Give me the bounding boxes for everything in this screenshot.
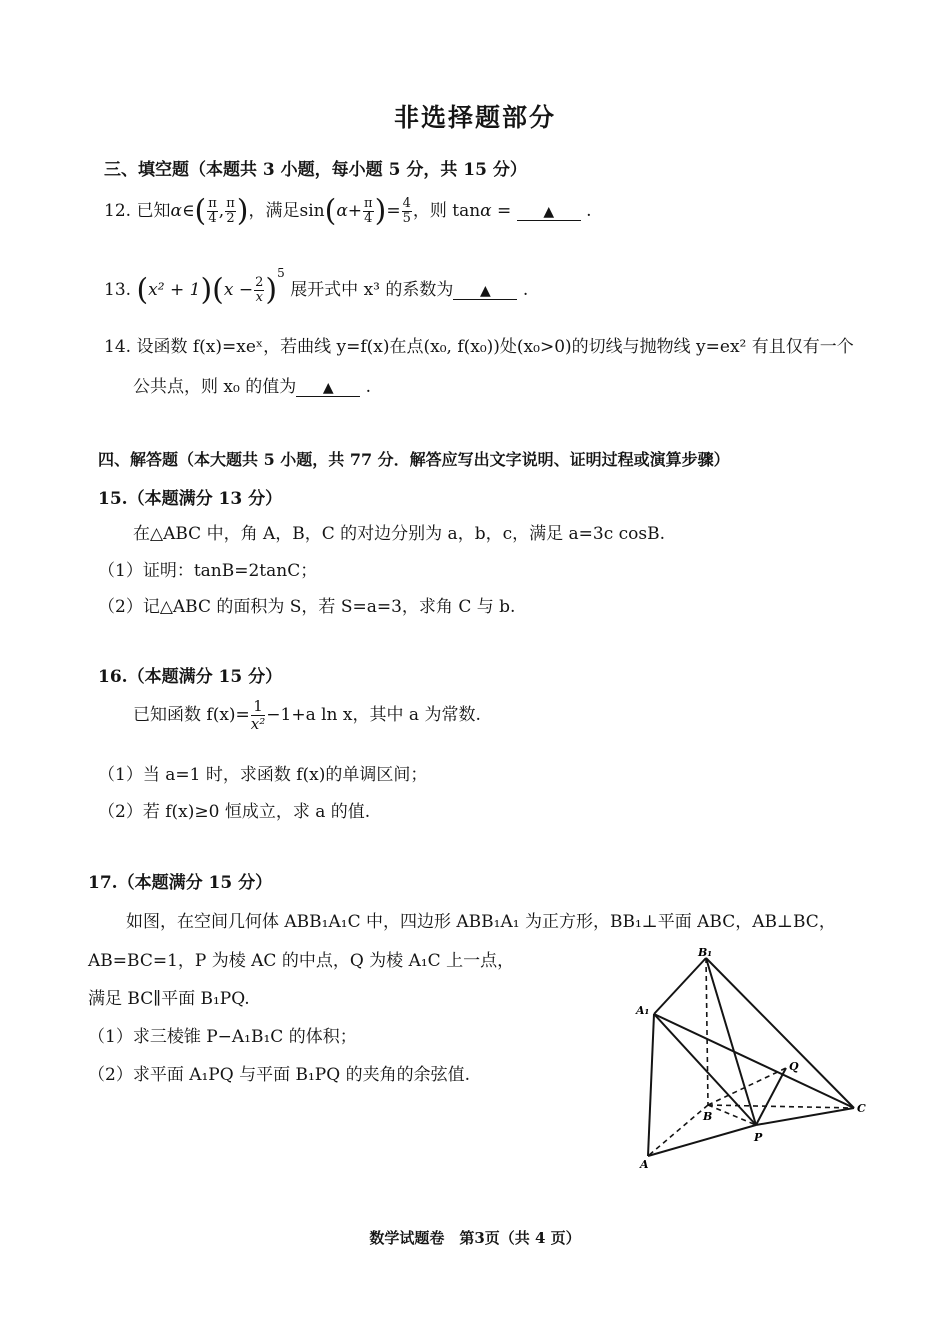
label-B: B	[703, 1110, 713, 1123]
edge-PC	[756, 1108, 854, 1125]
label-Q: Q	[789, 1060, 799, 1073]
q14-line2: 公共点，则 x₀ 的值为	[133, 377, 297, 397]
q17-heading: 17.（本题满分 15 分）	[88, 873, 273, 893]
edge-B1B-hidden	[706, 958, 708, 1105]
edge-PQ	[756, 1068, 786, 1125]
q12-frac3: $\frac{\pi}{4}$	[364, 196, 373, 226]
q15-part2: （2）记△ABC 的面积为 S，若 S=a=3，求角 C 与 b.	[98, 597, 516, 617]
q16-stem	[133, 698, 481, 733]
q13-exponent: 5	[277, 266, 285, 280]
q12-frac2: $\frac{\pi}{2}$	[226, 196, 235, 226]
label-B1: B₁	[698, 946, 713, 959]
label-A1: A₁	[636, 1004, 650, 1017]
q16-part1: （1）当 a=1 时，求函数 f(x)的单调区间；	[98, 765, 428, 785]
q13-number: 13.	[104, 280, 132, 300]
edge-BP-hidden	[708, 1105, 756, 1125]
q17-line1: 如图，在空间几何体 ABB₁A₁C 中，四边形 ABB₁A₁ 为正方形，BB₁⊥平面 ABC，AB⊥BC，	[126, 912, 836, 932]
q16-part2: （2）若 f(x)≥0 恒成立，求 a 的值.	[98, 802, 371, 822]
question-13: 13. (x² + 1)(x − $\frac{2}{x})^5$ 展开式中 x³ 的系数为 ▲ .	[104, 266, 529, 308]
q13-frac: $\frac{2}{x}$	[255, 275, 264, 305]
q12-mid: ，满足	[248, 201, 300, 221]
q12-number: 12.	[104, 201, 132, 221]
label-P: P	[754, 1131, 763, 1144]
q17-line3: 满足 BC∥平面 B₁PQ.	[88, 989, 250, 1009]
page-footer: 数学试题卷 第3页（共 4 页）	[369, 1229, 581, 1247]
q15-heading: 15.（本题满分 13 分）	[98, 489, 283, 509]
q14-line1: 设函数 f(x)=xeˣ，若曲线 y=f(x)在点(x₀, f(x₀))处(x₀>0)的切线与抛物线 y=ex² 有且仅有一个	[136, 337, 854, 357]
q15-stem: 在△ABC 中，角 A，B，C 的对边分别为 a，b，c，满足 a=3c cosB.	[133, 524, 665, 544]
edge-B1A1	[654, 958, 706, 1014]
q17-line2: AB=BC=1，P 为棱 AC 的中点，Q 为棱 A₁C 上一点，	[88, 951, 515, 971]
question-14-line2: 公共点，则 x₀ 的值为 ▲ .	[133, 377, 372, 397]
section-3-heading: 三、填空题（本题共 3 小题，每小题 5 分，共 15 分）	[104, 160, 527, 180]
q13-answer-blank[interactable]: ▲	[453, 283, 517, 300]
q14-answer-blank[interactable]: ▲	[296, 380, 360, 397]
edge-AP	[648, 1125, 756, 1156]
q17-part2: （2）求平面 A₁PQ 与平面 B₁PQ 的夹角的余弦值.	[88, 1065, 470, 1085]
q16-frac: $\frac{1}{\text{x²}}$	[250, 697, 266, 733]
q15-part1: （1）证明：tanB=2tanC；	[98, 561, 318, 581]
question-12: 12. 已知α∈( $\frac{\pi}{4}$ , $\frac{\pi}{2}$ )，满足sin(α+ $\frac{\pi}{4}$ )= $\frac{4}{5}$ ，则 tanα = ▲ .	[104, 193, 592, 229]
label-A: A	[640, 1158, 649, 1171]
q16-heading: 16.（本题满分 15 分）	[98, 667, 283, 687]
edge-BC-hidden	[708, 1105, 854, 1108]
q13-expr-b: x −	[223, 280, 254, 300]
q16-stem-post: −1+a ln x，其中 a 为常数.	[266, 705, 481, 725]
q12-frac4: $\frac{4}{5}$	[402, 196, 411, 226]
q12-alpha: α	[170, 201, 182, 221]
q12-post: ，则 tan	[412, 201, 481, 221]
q17-part1: （1）求三棱锥 P−A₁B₁C 的体积；	[88, 1027, 357, 1047]
q13-text: 展开式中 x³ 的系数为	[290, 280, 454, 300]
edge-A1A	[648, 1014, 654, 1156]
q12-in: ∈	[181, 201, 195, 221]
q12-answer-blank[interactable]: ▲	[517, 204, 581, 221]
section-4-heading: 四、解答题（本大题共 5 小题，共 77 分．解答应写出文字说明、证明过程或演算步骤）	[98, 450, 730, 469]
solid-geometry-figure	[628, 940, 868, 1180]
q13-expr-a: x² + 1	[148, 280, 201, 300]
question-14	[104, 332, 854, 357]
q12-frac1: $\frac{\pi}{4}$	[208, 196, 217, 226]
q12-sin: sin	[299, 201, 325, 221]
q16-stem-pre: 已知函数 f(x)=	[133, 705, 250, 725]
page-title: 非选择题部分	[393, 103, 556, 132]
q12-pre: 已知	[136, 201, 171, 221]
q14-number: 14.	[104, 337, 132, 357]
label-C: C	[857, 1102, 866, 1115]
edge-A1C	[654, 1014, 854, 1108]
